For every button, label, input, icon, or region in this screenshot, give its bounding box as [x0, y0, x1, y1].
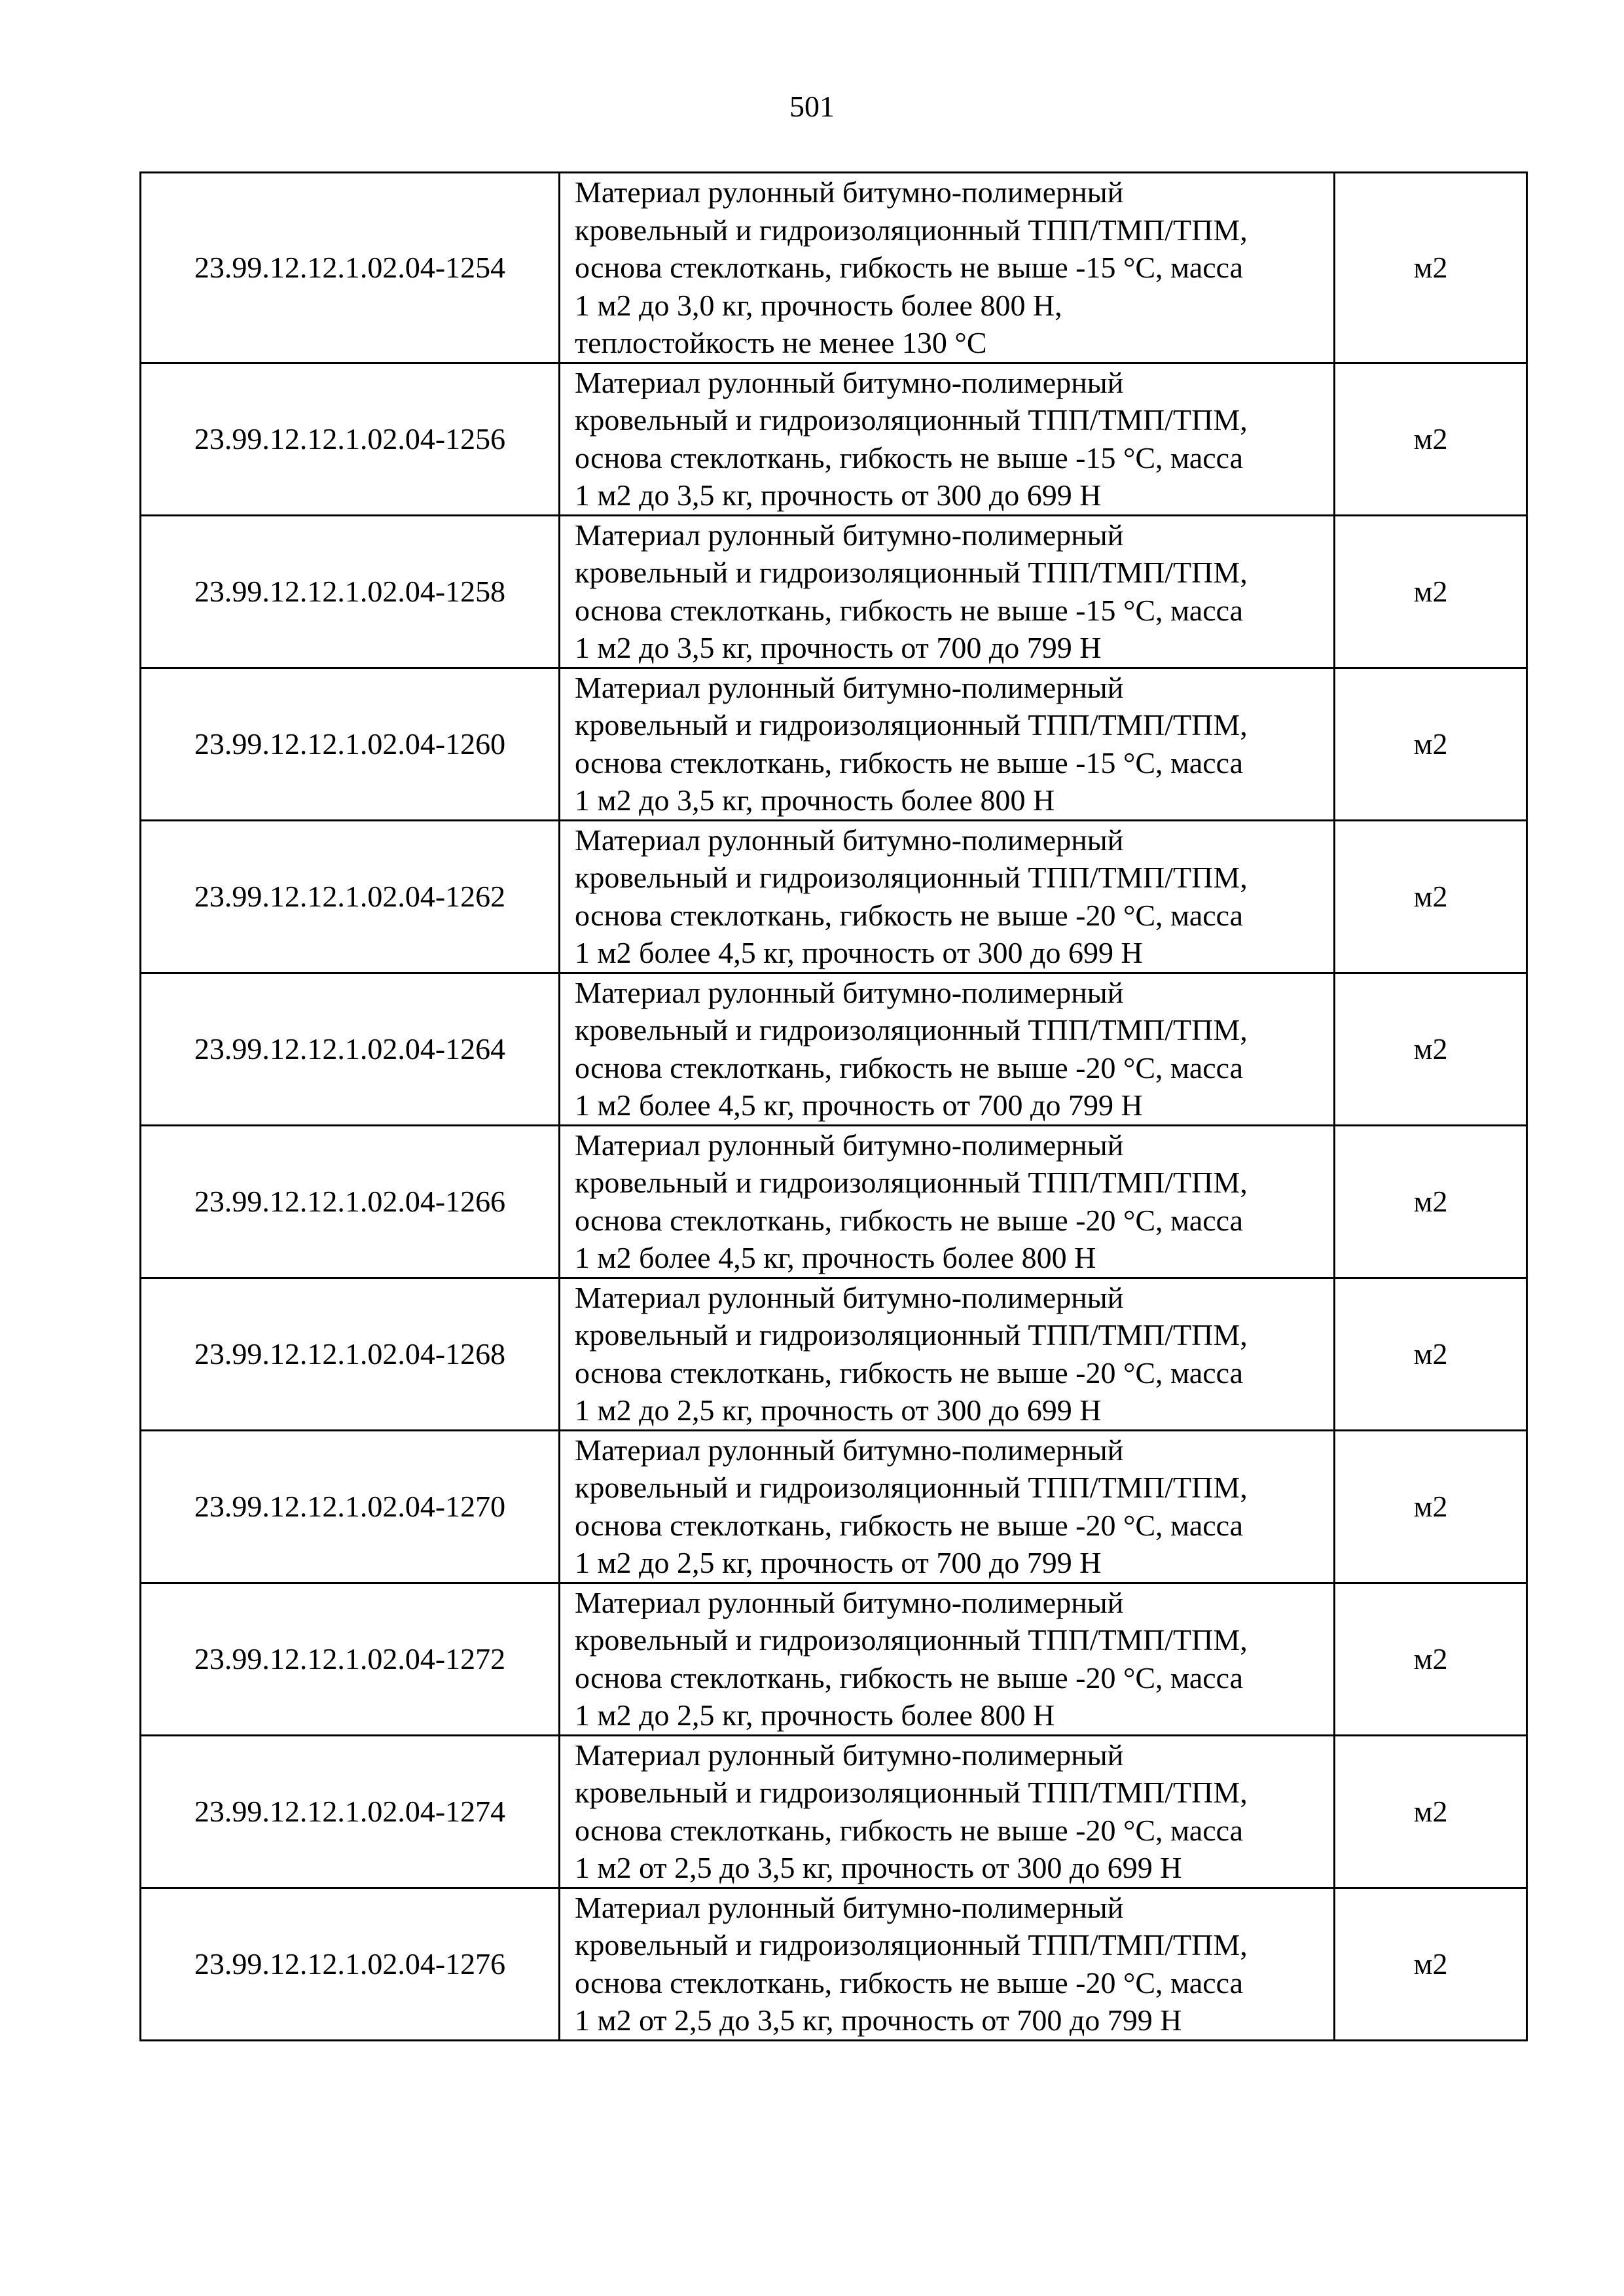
description-line: Материал рулонный битумно-полимерный	[575, 823, 1124, 857]
table-row	[141, 1735, 1527, 1888]
item-code: 23.99.12.12.1.02.04-1258	[141, 515, 560, 668]
item-description	[560, 173, 1335, 363]
description-line: основа стеклоткань, гибкость не выше -20 °С, масса	[575, 898, 1244, 932]
description-line: основа стеклоткань, гибкость не выше -20 °С, масса	[575, 1355, 1244, 1390]
description-line: Материал рулонный битумно-полимерный	[575, 1738, 1124, 1772]
item-unit: м2	[1335, 1735, 1527, 1888]
description-line: Материал рулонный битумно-полимерный	[575, 365, 1124, 399]
item-code: 23.99.12.12.1.02.04-1272	[141, 1583, 560, 1735]
description-line: основа стеклоткань, гибкость не выше -15 °С, масса	[575, 251, 1244, 284]
table-row	[141, 363, 1527, 515]
description-line: кровельный и гидроизоляционный ТПП/ТМП/ТПМ,	[575, 1318, 1248, 1352]
item-code: 23.99.12.12.1.02.04-1266	[141, 1125, 560, 1278]
description-line: теплостойкость не менее 130 °С	[575, 326, 987, 359]
item-description	[560, 1888, 1335, 2040]
description-line: Материал рулонный битумно-полимерный	[575, 1433, 1124, 1467]
description-line: кровельный и гидроизоляционный ТПП/ТМП/ТПМ,	[575, 556, 1248, 589]
item-description	[560, 1735, 1335, 1888]
page-number: 501	[789, 90, 835, 123]
description-line: кровельный и гидроизоляционный ТПП/ТМП/ТПМ,	[575, 708, 1248, 742]
description-line: Материал рулонный битумно-полимерный	[575, 670, 1124, 704]
description-line: основа стеклоткань, гибкость не выше -15 °С, масса	[575, 593, 1244, 627]
item-unit: м2	[1335, 668, 1527, 820]
item-code: 23.99.12.12.1.02.04-1264	[141, 973, 560, 1125]
item-unit: м2	[1335, 1583, 1527, 1735]
description-line: 1 м2 до 2,5 кг, прочность от 700 до 799 Н	[575, 1546, 1102, 1579]
table-row	[141, 1278, 1527, 1430]
description-line: основа стеклоткань, гибкость не выше -15 °С, масса	[575, 440, 1244, 475]
description-line: 1 м2 более 4,5 кг, прочность от 300 до 699 Н	[575, 936, 1143, 969]
table-row	[141, 973, 1527, 1125]
description-line: кровельный и гидроизоляционный ТПП/ТМП/ТПМ,	[575, 1166, 1248, 1199]
description-line: 1 м2 до 3,5 кг, прочность более 800 Н	[575, 783, 1055, 817]
item-unit: м2	[1335, 1888, 1527, 2040]
description-line: основа стеклоткань, гибкость не выше -20 °С, масса	[575, 1203, 1244, 1237]
description-line: кровельный и гидроизоляционный ТПП/ТМП/ТПМ,	[575, 403, 1248, 437]
description-line: Материал рулонный битумно-полимерный	[575, 175, 1124, 209]
table-row	[141, 668, 1527, 820]
item-code: 23.99.12.12.1.02.04-1268	[141, 1278, 560, 1430]
table-row	[141, 1430, 1527, 1583]
description-line: основа стеклоткань, гибкость не выше -15 °С, масса	[575, 745, 1244, 780]
description-line: 1 м2 до 2,5 кг, прочность от 300 до 699 Н	[575, 1393, 1102, 1427]
item-description	[560, 668, 1335, 820]
description-line: кровельный и гидроизоляционный ТПП/ТМП/ТПМ,	[575, 213, 1248, 247]
item-unit: м2	[1335, 1430, 1527, 1583]
description-line: Материал рулонный битумно-полимерный	[575, 1585, 1124, 1619]
description-line: основа стеклоткань, гибкость не выше -20 °С, масса	[575, 1813, 1244, 1847]
description-line: 1 м2 более 4,5 кг, прочность от 700 до 799 Н	[575, 1088, 1143, 1122]
item-description	[560, 1430, 1335, 1583]
description-line: 1 м2 от 2,5 до 3,5 кг, прочность от 700 до 799 Н	[575, 2003, 1182, 2037]
description-line: 1 м2 до 3,0 кг, прочность более 800 Н,	[575, 288, 1062, 322]
item-unit: м2	[1335, 1125, 1527, 1278]
description-line: 1 м2 до 3,5 кг, прочность от 300 до 699 Н	[575, 478, 1102, 512]
description-line: основа стеклоткань, гибкость не выше -20 °С, масса	[575, 1508, 1244, 1542]
item-unit: м2	[1335, 820, 1527, 973]
item-description	[560, 515, 1335, 668]
item-description	[560, 1125, 1335, 1278]
table-row	[141, 173, 1527, 363]
description-line: Материал рулонный битумно-полимерный	[575, 1128, 1124, 1162]
item-description	[560, 820, 1335, 973]
table-row	[141, 1125, 1527, 1278]
item-code: 23.99.12.12.1.02.04-1254	[141, 173, 560, 363]
description-line: 1 м2 от 2,5 до 3,5 кг, прочность от 300 до 699 Н	[575, 1851, 1182, 1884]
table-row	[141, 1888, 1527, 2040]
description-line: Материал рулонный битумно-полимерный	[575, 1280, 1124, 1314]
item-unit: м2	[1335, 1278, 1527, 1430]
description-line: кровельный и гидроизоляционный ТПП/ТМП/ТПМ,	[575, 1013, 1248, 1047]
description-line: Материал рулонный битумно-полимерный	[575, 518, 1124, 552]
item-code: 23.99.12.12.1.02.04-1276	[141, 1888, 560, 2040]
description-line: основа стеклоткань, гибкость не выше -20 °С, масса	[575, 1660, 1244, 1695]
description-line: кровельный и гидроизоляционный ТПП/ТМП/ТПМ,	[575, 1776, 1248, 1809]
item-code: 23.99.12.12.1.02.04-1260	[141, 668, 560, 820]
description-line: кровельный и гидроизоляционный ТПП/ТМП/ТПМ,	[575, 861, 1248, 894]
item-code: 23.99.12.12.1.02.04-1256	[141, 363, 560, 515]
description-line: основа стеклоткань, гибкость не выше -20 °С, масса	[575, 1965, 1244, 2000]
description-line: 1 м2 более 4,5 кг, прочность более 800 Н	[575, 1241, 1096, 1274]
description-line: кровельный и гидроизоляционный ТПП/ТМП/ТПМ,	[575, 1471, 1248, 1504]
table-row	[141, 820, 1527, 973]
item-unit: м2	[1335, 173, 1527, 363]
item-description	[560, 1583, 1335, 1735]
description-line: кровельный и гидроизоляционный ТПП/ТМП/ТПМ,	[575, 1928, 1248, 1962]
item-code: 23.99.12.12.1.02.04-1274	[141, 1735, 560, 1888]
item-code: 23.99.12.12.1.02.04-1270	[141, 1430, 560, 1583]
item-unit: м2	[1335, 363, 1527, 515]
item-description	[560, 363, 1335, 515]
item-description	[560, 973, 1335, 1125]
table-row	[141, 515, 1527, 668]
description-line: 1 м2 до 2,5 кг, прочность более 800 Н	[575, 1698, 1055, 1732]
materials-table	[139, 171, 1528, 2041]
table-row	[141, 1583, 1527, 1735]
item-unit: м2	[1335, 973, 1527, 1125]
item-description	[560, 1278, 1335, 1430]
description-line: кровельный и гидроизоляционный ТПП/ТМП/ТПМ,	[575, 1623, 1248, 1657]
description-line: основа стеклоткань, гибкость не выше -20 °С, масса	[575, 1050, 1244, 1085]
description-line: Материал рулонный битумно-полимерный	[575, 1890, 1124, 1924]
item-code: 23.99.12.12.1.02.04-1262	[141, 820, 560, 973]
description-line: 1 м2 до 3,5 кг, прочность от 700 до 799 Н	[575, 631, 1102, 664]
item-unit: м2	[1335, 515, 1527, 668]
table-body	[141, 173, 1527, 2041]
description-line: Материал рулонный битумно-полимерный	[575, 975, 1124, 1009]
